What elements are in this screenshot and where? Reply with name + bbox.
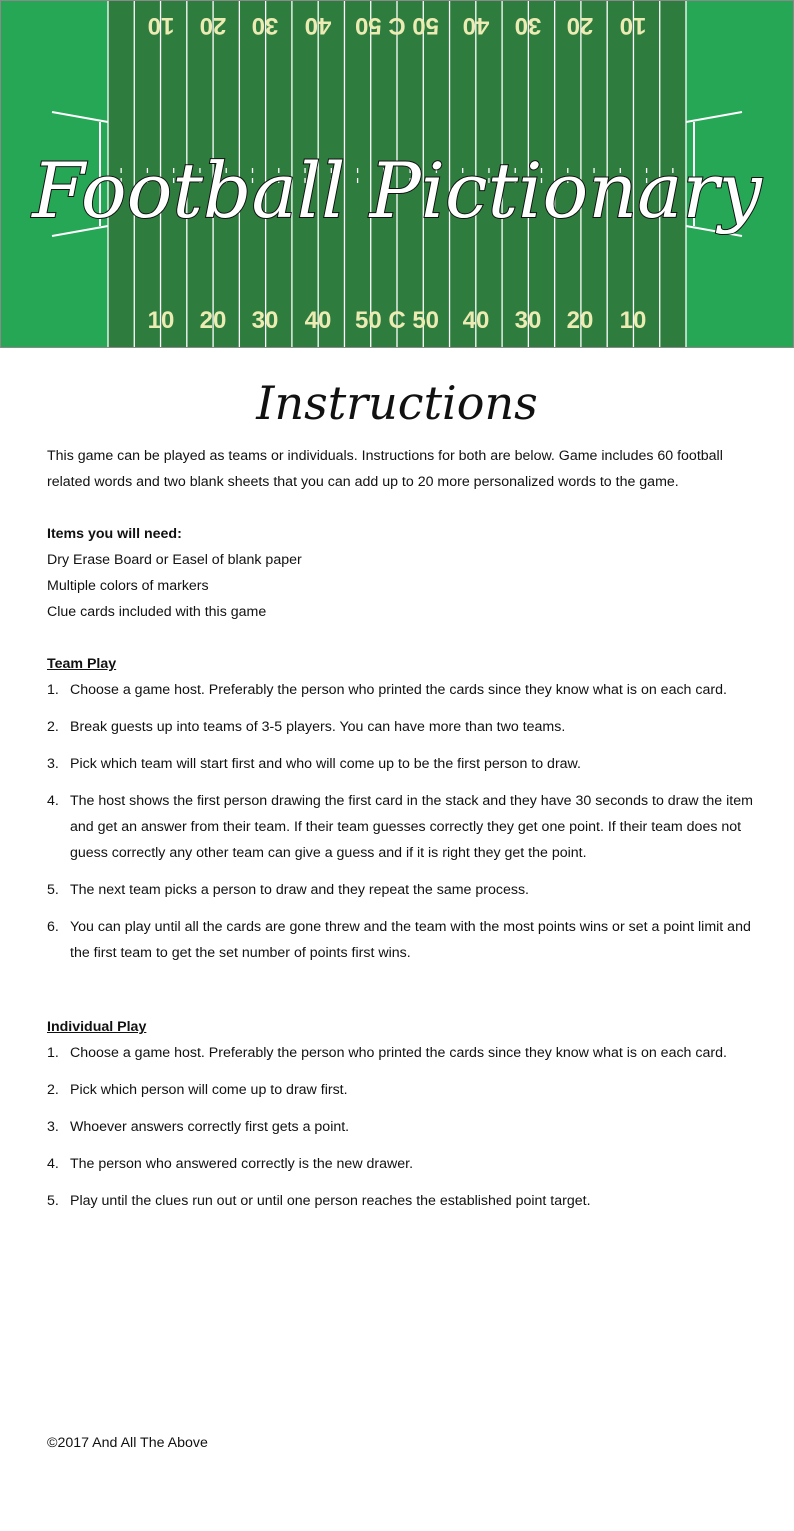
football-field-banner: [0, 0, 794, 348]
step-number: 3.: [47, 756, 59, 772]
yard-number-top: 10: [619, 12, 647, 39]
step-number: 5.: [47, 882, 59, 898]
yard-number-bottom: 10: [619, 307, 647, 334]
yard-number-top: 30: [514, 12, 542, 39]
individual-step: [47, 1188, 757, 1214]
team-step: [47, 914, 757, 966]
yard-number-top: 10: [147, 12, 175, 39]
yard-number-bottom: 20: [199, 307, 227, 334]
individual-step: [47, 1077, 757, 1103]
team-step: [47, 714, 757, 740]
copyright-notice: ©2017 And All The Above: [47, 1435, 208, 1451]
yard-number-top: 40: [462, 12, 490, 39]
team-play-steps: [47, 677, 757, 966]
step-number: 4.: [47, 1156, 59, 1172]
step-number: 5.: [47, 1193, 59, 1209]
instructions-body: [47, 443, 757, 1225]
yard-number-top: 20: [566, 12, 594, 39]
items-list-item: Clue cards included with this game: [47, 604, 267, 620]
step-text: The host shows the first person drawing the first card in the stack and they have 30 seconds to draw the item and get an answer from their team. If their team guesses correctly they get one point. If their team does not guess correctly any other team can give a guess and if it is right they get the point.: [70, 793, 753, 861]
individual-play-steps: [47, 1040, 757, 1214]
team-step: [47, 677, 757, 703]
yard-number-bottom: 10: [147, 307, 175, 334]
items-title: Items you will need:: [47, 526, 182, 542]
step-number: 6.: [47, 919, 59, 935]
yard-number-bottom: 50 C 50: [354, 307, 440, 334]
step-text: The person who answered correctly is the new drawer.: [70, 1156, 414, 1172]
individual-play-title: Individual Play: [47, 1019, 147, 1035]
yard-number-top: 50 C 50: [354, 12, 440, 39]
step-text: The next team picks a person to draw and they repeat the same process.: [70, 882, 529, 898]
intro-paragraph: This game can be played as teams or individuals. Instructions for both are below. Game includes 60 football related words and two blank sheets that you can add up to 20 more personalized words to the game.: [47, 448, 723, 490]
step-number: 2.: [47, 1082, 59, 1098]
step-text: Whoever answers correctly first gets a point.: [70, 1119, 350, 1135]
game-title: Football Pictionary: [32, 146, 762, 235]
step-number: 4.: [47, 793, 59, 809]
yard-numbers-bottom: [148, 307, 647, 334]
yard-number-bottom: 30: [251, 307, 279, 334]
team-step: [47, 751, 757, 777]
individual-step: [47, 1040, 757, 1066]
step-text: Play until the clues run out or until one person reaches the established point target.: [70, 1193, 591, 1209]
step-text: Choose a game host. Preferably the person who printed the cards since they know what is on each card.: [70, 1045, 727, 1061]
step-text: Break guests up into teams of 3-5 players. You can have more than two teams.: [70, 719, 566, 735]
yard-number-top: 30: [251, 12, 279, 39]
step-text: Pick which person will come up to draw first.: [70, 1082, 348, 1098]
step-text: Choose a game host. Preferably the person who printed the cards since they know what is on each card.: [70, 682, 727, 698]
yard-number-bottom: 40: [304, 307, 332, 334]
items-needed-section: [47, 521, 757, 625]
individual-step: [47, 1151, 757, 1177]
yard-numbers-top: [148, 12, 647, 39]
page-title: Instructions: [256, 376, 538, 430]
step-text: You can play until all the cards are gone threw and the team with the most points wins or set a point limit and the first team to get the set number of points first wins.: [70, 919, 751, 961]
step-number: 1.: [47, 1045, 59, 1061]
team-play-title: Team Play: [47, 656, 117, 672]
yard-number-bottom: 40: [462, 307, 490, 334]
items-list-item: Dry Erase Board or Easel of blank paper: [47, 552, 302, 568]
step-number: 3.: [47, 1119, 59, 1135]
individual-step: [47, 1114, 757, 1140]
step-number: 2.: [47, 719, 59, 735]
yard-number-bottom: 20: [566, 307, 594, 334]
items-list-item: Multiple colors of markers: [47, 578, 209, 594]
step-text: Pick which team will start first and who will come up to be the first person to draw.: [70, 756, 581, 772]
yard-number-top: 40: [304, 12, 332, 39]
team-step: [47, 877, 757, 903]
yard-number-bottom: 30: [514, 307, 542, 334]
team-step: [47, 788, 757, 866]
step-number: 1.: [47, 682, 59, 698]
yard-number-top: 20: [199, 12, 227, 39]
